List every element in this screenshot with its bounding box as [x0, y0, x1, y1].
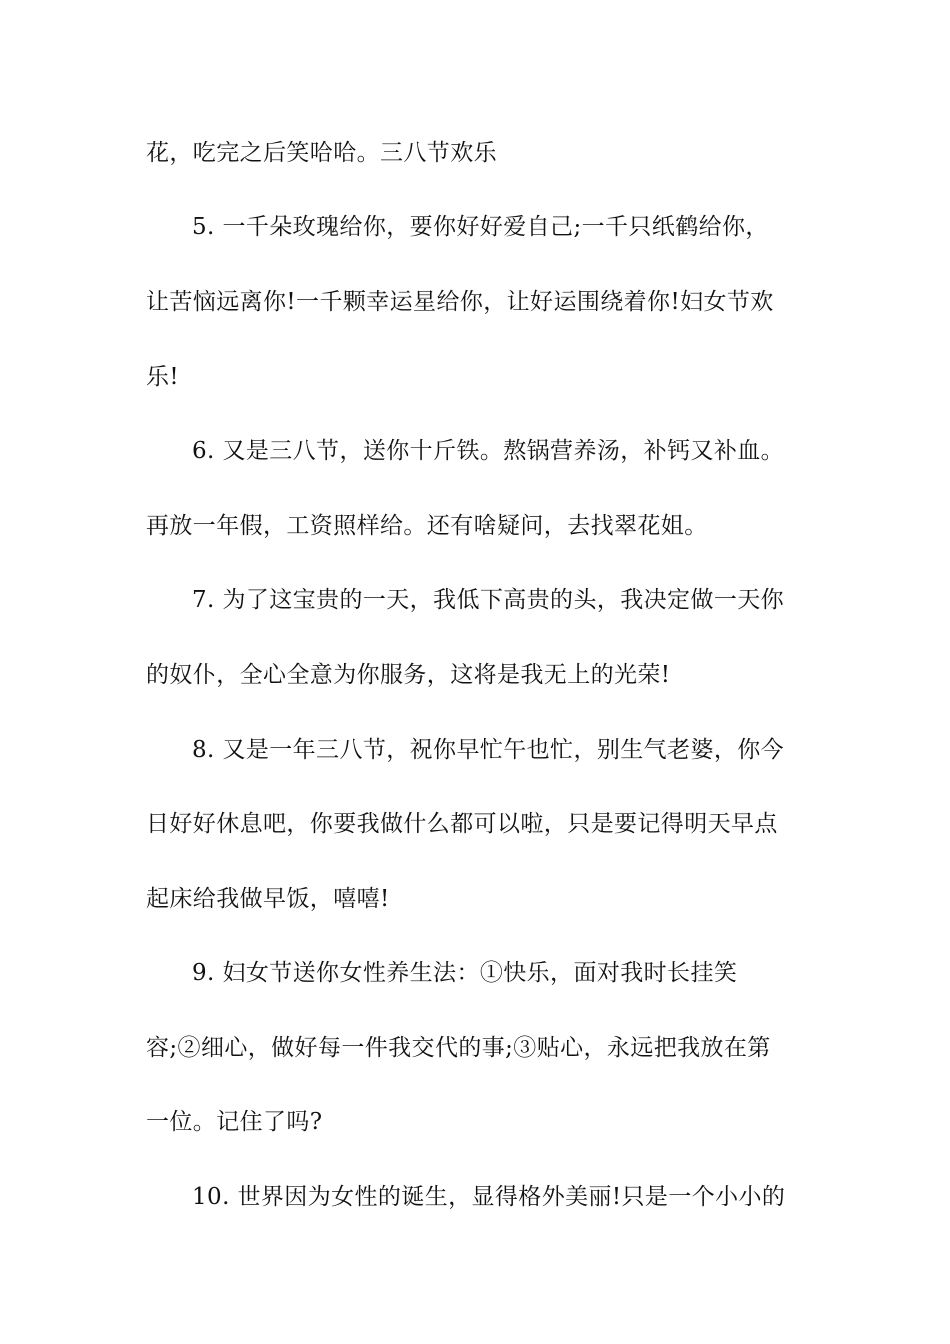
- text-line: 一位。记住了吗?: [146, 1109, 323, 1135]
- list-item-7-line: 7. 为了这宝贵的一天，我低下高贵的头，我决定做一天你: [192, 587, 785, 613]
- list-item-6-line: 6. 又是三八节，送你十斤铁。熬锅营养汤，补钙又补血。: [192, 438, 785, 464]
- text-line: 再放一年假，工资照样给。还有啥疑问，去找翠花姐。: [146, 513, 708, 539]
- list-item-9-line: 9. 妇女节送你女性养生法：①快乐，面对我时长挂笑: [192, 960, 738, 986]
- text-line: 容;②细心，做好每一件我交代的事;③贴心，永远把我放在第: [146, 1035, 771, 1061]
- text-line: 乐!: [146, 364, 180, 390]
- list-item-8-line: 8. 又是一年三八节，祝你早忙午也忙，别生气老婆，你今: [192, 737, 785, 763]
- text-line: 让苦恼远离你!一千颗幸运星给你，让好运围绕着你!妇女节欢: [146, 289, 774, 315]
- list-item-5-line: 5. 一千朵玫瑰给你，要你好好爱自己;一千只纸鹤给你，: [192, 214, 769, 240]
- text-line: 起床给我做早饭，嘻嘻!: [146, 886, 390, 912]
- text-line: 的奴仆，全心全意为你服务，这将是我无上的光荣!: [146, 662, 671, 688]
- text-line: 花，吃完之后笑哈哈。三八节欢乐: [146, 140, 497, 166]
- list-item-10-line: 10. 世界因为女性的诞生，显得格外美丽!只是一个小小的: [192, 1184, 786, 1210]
- text-line: 日好好休息吧，你要我做什么都可以啦，只是要记得明天早点: [146, 811, 778, 837]
